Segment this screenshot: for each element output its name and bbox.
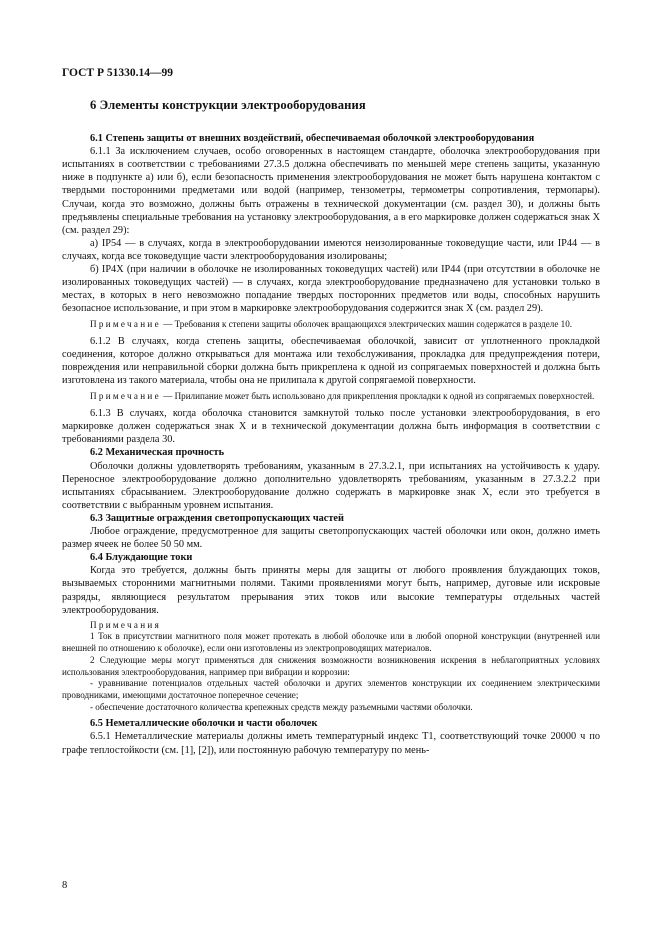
paragraph-6-1-1: 6.1.1 За исключением случаев, особо оговоренных в настоящем стандарте, оболочка электрооборудования при испытаниях в соответствии с требованиями 27.3.5 должна обеспечивать по меньшей мере степень защиты, указанную ниже в подпункте а) или б), если безопасность применения электрооборудования не может быть нарушена контактом с твердыми посторонними предметами или водой (например, тензометры, термометры сопротивления, термопары). Случаи, когда это возможно, должны быть отражены в технической документации (см. раздел 30), и должны быть предъявлены специальные требования на установку электрооборудования, а в его маркировке должен содержаться знак X (см. раздел 29): [62,146,600,236]
page-number: 8 [62,880,68,891]
list-item-a: а) IP54 — в случаях, когда в электрооборудовании имеются неизолированные токоведущие части, или IP44 — в случаях, когда все токоведущие части электрооборудования изолированы; [62,237,600,262]
subsection-6-3-title: 6.3 Защитные ограждения светопропускающих частей [90,512,344,524]
document-code: ГОСТ Р 51330.14—99 [62,67,173,79]
note-lead: Примечание [90,391,161,402]
note-lead: Примечание [90,319,161,330]
subsection-6-4-title: 6.4 Блуждающие токи [90,552,193,564]
note-text: — Прилипание может быть использовано для прикрепления прокладки к одной из сопрягаемых поверхностей. [160,391,595,402]
section-title: 6 Элементы конструкции электрооборудования [90,98,366,112]
subsection-6-5-title: 6.5 Неметаллические оболочки и части оболочек [90,718,318,730]
list-item-b: б) IP4X (при наличии в оболочке не изолированных токоведущих частей) или IP44 (при отсутствии в оболочке не изолированных токоведущих частей) — в случаях, когда электрооборудование предназначено для установки только в местах, в которых в него невозможно попадание твердых посторонних предметов или воды, способных нарушить безопасное использование, и при этом в маркировке электрооборудования содержится знак X (см. раздел 29). [62,264,600,315]
paragraph-6-1-3: 6.1.3 В случаях, когда оболочка становится замкнутой только после установки электрооборудования, в его маркировке должен содержаться знак X и в технической документации должна быть информация в соответствии с требованиями раздела 30. [62,408,600,446]
subsection-6-2-title: 6.2 Механическая прочность [90,447,225,459]
note-6-4-2: 2 Следующие меры могут применяться для снижения возможности возникновения искрения в неблагоприятных условиях использования электрооборудования, например при вибрации и коррозии: [62,654,600,677]
note-6-1-2 [62,391,600,403]
paragraph-6-3: Любое ограждение, предусмотренное для защиты светопропускающих частей оболочки или окон, должно иметь размер ячеек не более 50 50 мм. [62,526,600,551]
notes-heading: Примечания [90,619,162,630]
note-6-4-2-item-2: - обеспечение достаточного количества крепежных средств между разъемными частями оболочки. [90,701,473,712]
subsection-6-1-title: 6.1 Степень защиты от внешних воздействий, обеспечиваемая оболочкой электрооборудования [90,133,535,145]
note-text: — Требования к степени защиты оболочек вращающихся электрических машин содержатся в разделе 10. [160,319,573,330]
note-6-1-1 [62,319,600,331]
note-6-4-2-item-1: - уравнивание потенциалов отдельных частей оболочки и других элементов конструкции их соединением электрическими проводниками, имеющими достаточное поперечное сечение; [62,678,600,700]
note-6-4-1: 1 Ток в присутствии магнитного поля может протекать в любой оболочке или в любой опорной конструкции (внутренней или внешней по отношению к оболочке), если они изготовлены из электропроводящих материалов. [62,631,600,654]
document-body [62,99,600,757]
paragraph-6-2: Оболочки должны удовлетворять требованиям, указанным в 27.3.2.1, при испытаниях на устойчивость к удару. Переносное электрооборудование должно дополнительно удовлетворять требованиям, указанным в 27.3.2.2 при испытаниях сбрасыванием. Электрооборудование должно содержать в маркировке знак X, если это требуется в соответствии с выбранным уровнем испытания. [62,460,600,511]
paragraph-6-4: Когда это требуется, должны быть приняты меры для защиты от любого проявления блуждающих токов, вызываемых сторонними магнитными полями. Такими проявлениями могут быть, например, дуговые или искровые разряды, являющиеся результатом прерывания этих токов или высокие температуры отдельных частей электрооборудования. [62,565,600,616]
paragraph-6-1-2: 6.1.2 В случаях, когда степень защиты, обеспечиваемая оболочкой, зависит от уплотненного прокладкой соединения, которое должно открываться для монтажа или техобслуживания, прокладка для предупреждения потери, повреждения или неправильной сборки должна быть прикреплена к одной из сопрягаемых поверхностей и должна быть изготовлена из такого материала, чтобы она не прилипала к другой сопрягаемой поверхности. [62,336,600,387]
paragraph-6-5-1: 6.5.1 Неметаллические материалы должны иметь температурный индекс T1, соответствующий точке 20000 ч по графе теплостойкости (см. [1], [2]), или постоянную рабочую температуру по мень- [62,731,600,756]
